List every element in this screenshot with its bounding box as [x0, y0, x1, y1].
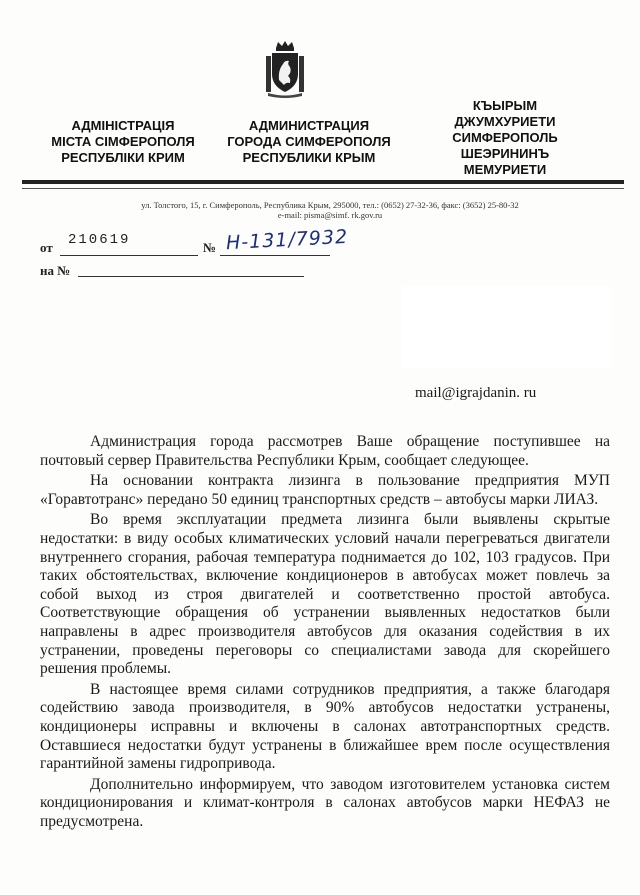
address-email: e-mail: pisma@simf. rk.gov.ru [277, 210, 383, 220]
header-ct-line-1: КЪЫРЫМ [472, 98, 538, 113]
header-ct-line-2: ДЖУМХУРИЕТИ [454, 114, 556, 129]
emblem-left-column [266, 56, 271, 92]
address-line: ул. Толстого, 15, г. Симферополь, Республика Крым, 295000, тел.: (0652) 27-32-36, факс: (3652) 25-80-32 [141, 200, 519, 210]
header-ct-line-4: ШЕЭРИНИНЪ [460, 146, 550, 161]
emblem-crown [276, 41, 294, 51]
header-ua-line-1: АДМІНІСТРАЦІЯ [71, 118, 175, 133]
header-ct-line-5: МЕМУРИЕТИ [463, 162, 547, 177]
body-paragraph: Администрация города рассмотрев Ваше обращение поступившее на почтовый сервер Правительства Республики Крым, сообщает следующее. [40, 433, 610, 469]
header-ru-line-2: ГОРОДА СИМФЕРОПОЛЯ [227, 134, 391, 149]
emblem-ribbon [268, 93, 302, 98]
date-label: от [40, 240, 53, 255]
reference-underline [78, 276, 304, 277]
header-ua-line-3: РЕСПУБЛІКИ КРИМ [61, 150, 185, 165]
header-crimean-tatar [420, 98, 590, 178]
body-paragraph: Дополнительно информируем, что заводом изготовителем установка систем кондиционирования и климат-контроля в салонах автобусов марки НЕФАЗ не предусмотрена. [40, 775, 610, 830]
header-ct-line-3: СИМФЕРОПОЛЬ [452, 130, 558, 145]
number-underline [220, 255, 330, 256]
date-underline [60, 255, 198, 256]
coat-of-arms-emblem [264, 40, 306, 98]
redacted-recipient-block [402, 286, 612, 368]
header-ru-line-1: АДМИНИСТРАЦИЯ [248, 118, 370, 133]
letter-body [40, 433, 610, 833]
header-russian [214, 118, 404, 166]
body-paragraph: На основании контракта лизинга в пользование предприятия МУП «Горавтотранс» передано 50 единиц транспортных средств – автобусы марки ЛИАЗ. [40, 472, 610, 508]
header-ukrainian [34, 118, 212, 166]
reference-label: на № [40, 263, 71, 278]
contact-address [40, 200, 620, 220]
recipient-email: mail@igrajdanin. ru [415, 385, 537, 401]
outgoing-number: Н-131/7932 [225, 225, 349, 255]
body-paragraph: Во время эксплуатации предмета лизинга были выявлены скрытые недостатки: в виду особых климатических условий начали перегреваться двигатели внутреннего сгорания, рабочая температура поднимается до 102, 103 градусов. При таких обстоятельствах, включение кондиционеров в автобусах может повлечь за собой выход из строя двигателей и соответственно простой автобуса. Соответствующие обращения об устранении выявленных недостатков были направлены в адрес производителя автобусов для оказания содействия в их устранении, проведены переговоры со специалистами завода для скорейшего решения проблемы. [40, 511, 610, 678]
header-divider-thin [22, 188, 624, 189]
body-paragraph: В настоящее время силами сотрудников предприятия, а также благодаря содействию завода производителя, в 90% автобусов недостатки устранены, кондиционеры исправны и включены в салонах автотранспортных средств. Оставшиеся недостатки будут устранены в ближайшее врем после осуществления гарантийной замены гидропривода. [40, 680, 610, 773]
header-ua-line-2: МІСТА СІМФЕРОПОЛЯ [51, 134, 195, 149]
header-ru-line-3: РЕСПУБЛИКИ КРЫМ [242, 150, 376, 165]
date-value: 210619 [68, 232, 131, 248]
emblem-right-column [299, 56, 304, 92]
header-divider-thick [22, 180, 624, 184]
number-label: № [203, 240, 217, 255]
